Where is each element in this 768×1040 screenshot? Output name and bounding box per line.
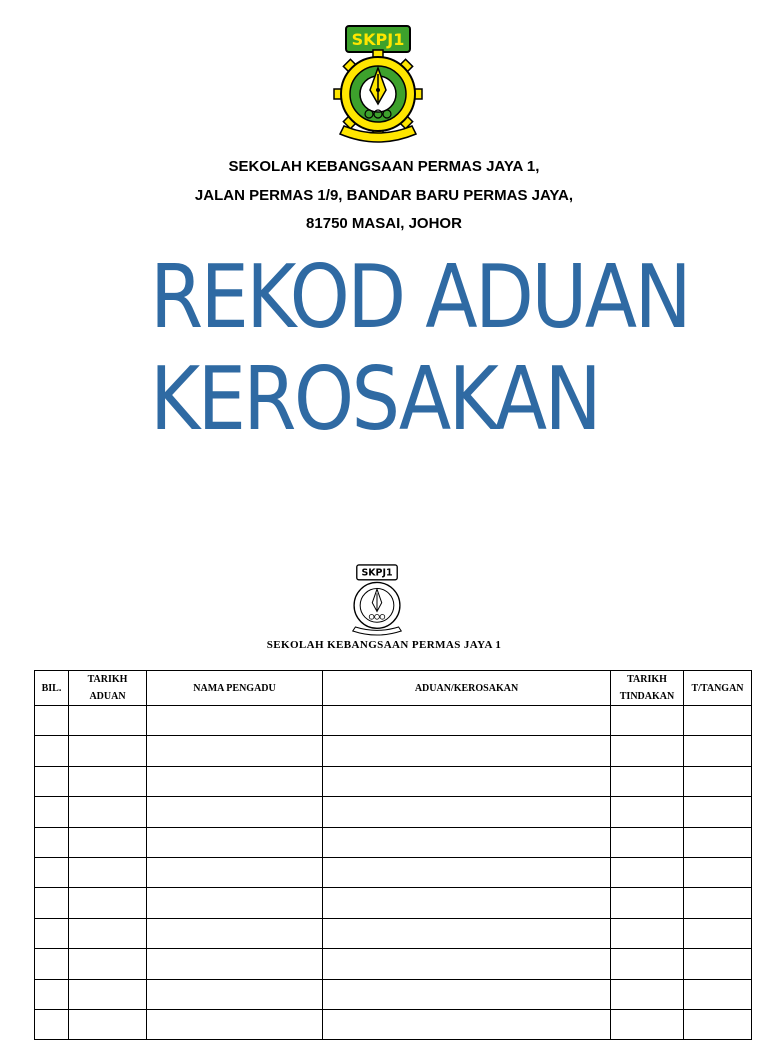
table-cell[interactable] xyxy=(69,706,147,736)
table-cell[interactable] xyxy=(323,797,611,827)
table-cell[interactable] xyxy=(684,1009,752,1039)
table-cell[interactable] xyxy=(684,857,752,887)
table-cell[interactable] xyxy=(684,949,752,979)
school-address-line-2: JALAN PERMAS 1/9, BANDAR BARU PERMAS JAYA, xyxy=(194,187,574,204)
svg-text:SKPJ1: SKPJ1 xyxy=(361,567,393,579)
complaint-record-table xyxy=(34,670,752,1040)
table-cell[interactable] xyxy=(69,979,147,1009)
table-cell[interactable] xyxy=(35,949,69,979)
table-cell[interactable] xyxy=(323,979,611,1009)
table-body xyxy=(35,706,752,1040)
table-row xyxy=(35,888,752,918)
table-cell[interactable] xyxy=(35,857,69,887)
table-cell[interactable] xyxy=(147,979,323,1009)
table-cell[interactable] xyxy=(323,918,611,948)
table-row xyxy=(35,797,752,827)
table-cell[interactable] xyxy=(684,736,752,766)
table-cell[interactable] xyxy=(611,827,684,857)
table-row xyxy=(35,827,752,857)
table-cell[interactable] xyxy=(611,857,684,887)
school-crest-logo xyxy=(332,22,424,150)
table-cell[interactable] xyxy=(684,918,752,948)
table-cell[interactable] xyxy=(69,857,147,887)
table-cell[interactable] xyxy=(69,949,147,979)
column-header-tarikh-aduan: TARIKH ADUAN xyxy=(69,671,147,706)
table-cell[interactable] xyxy=(323,827,611,857)
table-cell[interactable] xyxy=(684,706,752,736)
table-cell[interactable] xyxy=(323,766,611,796)
table-row xyxy=(35,949,752,979)
table-cell[interactable] xyxy=(323,706,611,736)
school-address-line-1: SEKOLAH KEBANGSAAN PERMAS JAYA 1, xyxy=(228,158,540,175)
table-cell[interactable] xyxy=(147,918,323,948)
form-school-name: SEKOLAH KEBANGSAAN PERMAS JAYA 1 xyxy=(266,639,502,651)
table-cell[interactable] xyxy=(147,797,323,827)
table-cell[interactable] xyxy=(69,827,147,857)
table-cell[interactable] xyxy=(611,706,684,736)
column-header-nama-pengadu: NAMA PENGADU xyxy=(147,671,323,706)
table-row xyxy=(35,1009,752,1039)
table-row xyxy=(35,918,752,948)
table-row xyxy=(35,857,752,887)
table-cell[interactable] xyxy=(684,979,752,1009)
table-cell[interactable] xyxy=(323,949,611,979)
column-header-tarikh-tindakan: TARIKH TINDAKAN xyxy=(611,671,684,706)
column-header-aduan-kerosakan: ADUAN/KEROSAKAN xyxy=(323,671,611,706)
table-cell[interactable] xyxy=(35,888,69,918)
table-row xyxy=(35,736,752,766)
table-cell[interactable] xyxy=(323,1009,611,1039)
table-cell[interactable] xyxy=(611,949,684,979)
table-cell[interactable] xyxy=(611,918,684,948)
table-cell[interactable] xyxy=(684,888,752,918)
table-cell[interactable] xyxy=(147,736,323,766)
table-cell[interactable] xyxy=(147,1009,323,1039)
document-title-line-1: REKOD ADUAN xyxy=(150,246,690,348)
table-cell[interactable] xyxy=(611,888,684,918)
table-cell[interactable] xyxy=(147,949,323,979)
table-row xyxy=(35,979,752,1009)
column-header-bil: BIL. xyxy=(35,671,69,706)
table-cell[interactable] xyxy=(611,1009,684,1039)
table-cell[interactable] xyxy=(323,736,611,766)
table-cell[interactable] xyxy=(611,736,684,766)
table-cell[interactable] xyxy=(684,797,752,827)
table-cell[interactable] xyxy=(35,706,69,736)
table-cell[interactable] xyxy=(323,888,611,918)
table-cell[interactable] xyxy=(611,766,684,796)
table-cell[interactable] xyxy=(35,918,69,948)
table-cell[interactable] xyxy=(69,918,147,948)
table-cell[interactable] xyxy=(147,827,323,857)
table-cell[interactable] xyxy=(684,766,752,796)
table-cell[interactable] xyxy=(69,888,147,918)
table-cell[interactable] xyxy=(35,797,69,827)
table-cell[interactable] xyxy=(69,797,147,827)
table-cell[interactable] xyxy=(147,706,323,736)
document-title-line-2: KEROSAKAN xyxy=(150,348,600,450)
table-cell[interactable] xyxy=(323,857,611,887)
table-cell[interactable] xyxy=(684,827,752,857)
table-row xyxy=(35,706,752,736)
table-cell[interactable] xyxy=(35,979,69,1009)
svg-text:SKPJ1: SKPJ1 xyxy=(351,30,405,49)
table-header-row xyxy=(35,671,752,706)
table-cell[interactable] xyxy=(147,857,323,887)
table-cell[interactable] xyxy=(147,766,323,796)
table-cell[interactable] xyxy=(35,827,69,857)
school-address-line-3: 81750 MASAI, JOHOR xyxy=(306,215,462,232)
table-row xyxy=(35,766,752,796)
table-cell[interactable] xyxy=(35,736,69,766)
table-cell[interactable] xyxy=(611,797,684,827)
school-crest-logo-small xyxy=(346,562,408,638)
table-cell[interactable] xyxy=(35,1009,69,1039)
table-cell[interactable] xyxy=(147,888,323,918)
table-cell[interactable] xyxy=(611,979,684,1009)
table-cell[interactable] xyxy=(69,736,147,766)
table-cell[interactable] xyxy=(69,1009,147,1039)
table-cell[interactable] xyxy=(35,766,69,796)
column-header-tandatangan: T/TANGAN xyxy=(684,671,752,706)
table-cell[interactable] xyxy=(69,766,147,796)
